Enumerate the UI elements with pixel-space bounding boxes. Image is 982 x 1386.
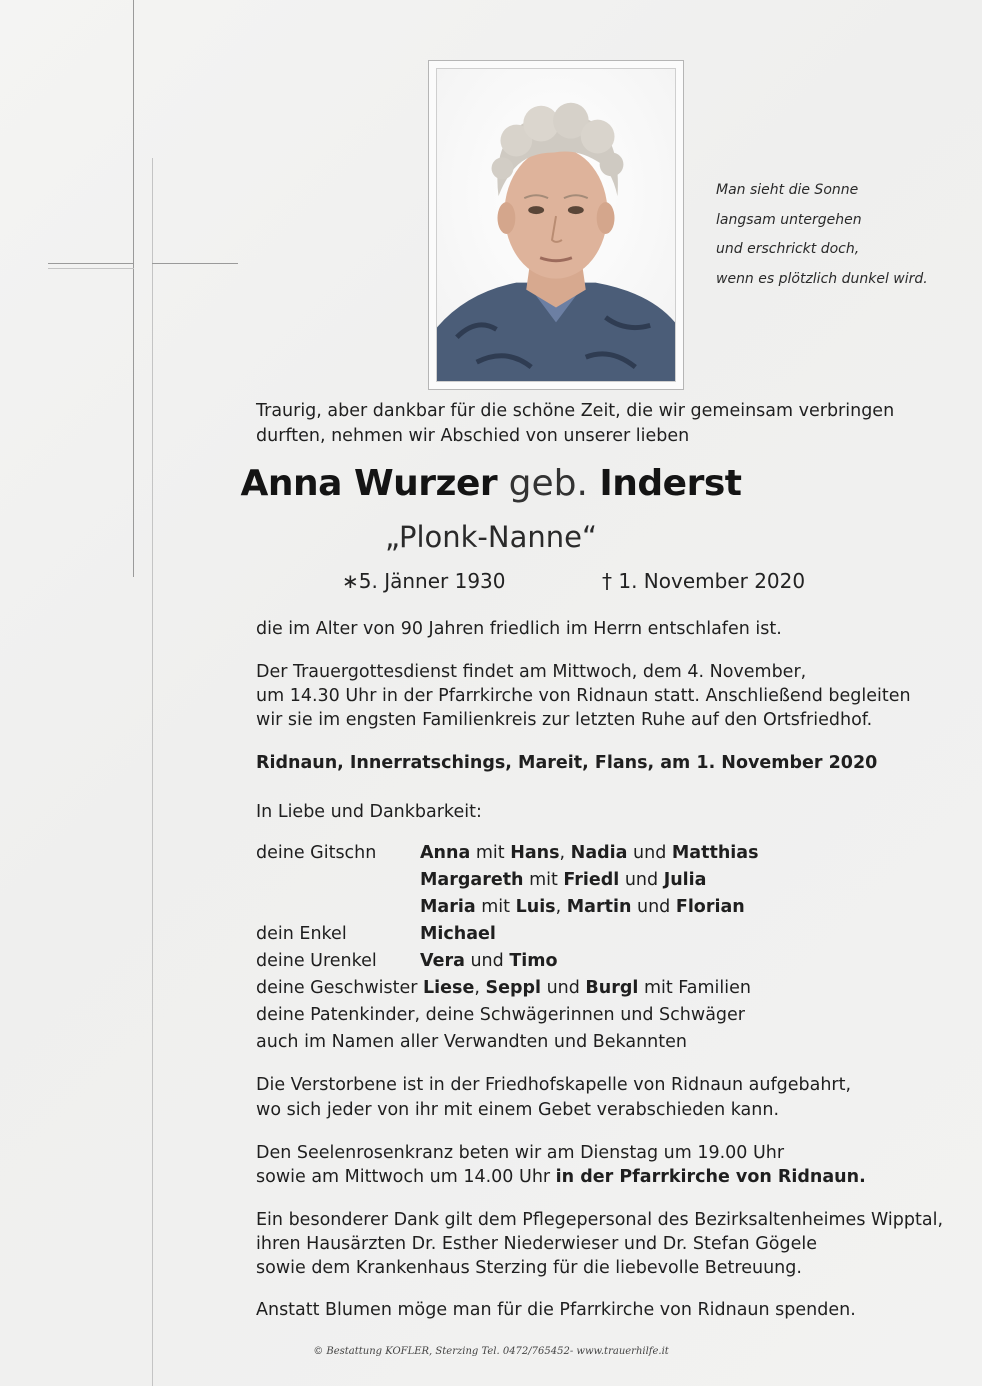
rosary-line-2 bbox=[256, 1164, 866, 1191]
family-row-geschwister bbox=[256, 975, 751, 1002]
thanks-line: sowie dem Krankenhaus Sterzing für die liebevolle Betreuung. bbox=[256, 1258, 802, 1278]
family-names bbox=[420, 894, 745, 921]
connector: und bbox=[631, 897, 676, 917]
portrait-photo bbox=[436, 68, 676, 382]
family-name: Margareth bbox=[420, 870, 524, 890]
connector: und bbox=[627, 843, 672, 863]
family-name: Vera bbox=[420, 951, 465, 971]
family-names bbox=[420, 867, 706, 894]
family-name: Martin bbox=[566, 897, 632, 917]
family-name: Friedl bbox=[563, 870, 620, 890]
cross-horizontal-outer bbox=[48, 263, 134, 264]
cross-horizontal-right bbox=[152, 263, 238, 264]
connector: mit bbox=[523, 870, 564, 890]
family-name: Seppl bbox=[485, 978, 541, 998]
rosary-line: Den Seelenrosenkranz beten wir am Dienstag um 19.00 Uhr bbox=[256, 1143, 785, 1163]
nickname: „Plonk-Nanne“ bbox=[384, 520, 597, 554]
service-line: um 14.30 Uhr in der Pfarrkirche von Ridnaun statt. Anschließend begleiten bbox=[256, 686, 911, 706]
laid-out-line: wo sich jeder von ihr mit einem Gebet verabschieden kann. bbox=[256, 1100, 780, 1120]
connector: , bbox=[559, 843, 571, 863]
intro-line: durften, nehmen wir Abschied von unserer lieben bbox=[256, 426, 690, 446]
poem-line: und erschrickt doch, bbox=[716, 241, 860, 257]
family-row-enkel bbox=[256, 921, 496, 948]
family-name: Florian bbox=[675, 897, 745, 917]
connector: mit bbox=[475, 897, 516, 917]
name-middle: geb. bbox=[508, 463, 588, 504]
connector: , bbox=[474, 978, 486, 998]
connector: mit Familien bbox=[638, 978, 751, 998]
family-name: Luis bbox=[515, 897, 556, 917]
rosary-time: sowie am Mittwoch um 14.00 Uhr bbox=[256, 1167, 556, 1187]
rosary-place: in der Pfarrkirche von Ridnaun. bbox=[555, 1167, 866, 1187]
connector: und bbox=[619, 870, 664, 890]
family-row-verwandte: auch im Namen aller Verwandten und Bekannten bbox=[256, 1032, 687, 1052]
portrait-illustration bbox=[437, 69, 675, 381]
family-row-paten: deine Patenkinder, deine Schwägerinnen und Schwäger bbox=[256, 1005, 745, 1025]
connector: und bbox=[541, 978, 586, 998]
name-first: Anna Wurzer bbox=[240, 463, 498, 504]
family-name: Anna bbox=[420, 843, 471, 863]
family-name: Maria bbox=[420, 897, 476, 917]
family-label: deine Geschwister bbox=[256, 978, 418, 998]
poem-line: langsam untergehen bbox=[716, 211, 862, 228]
birth-date: ∗5. Jänner 1930 bbox=[342, 569, 506, 593]
name-maiden: Inderst bbox=[599, 463, 742, 504]
family-name: Burgl bbox=[585, 978, 639, 998]
cross-vertical-inner bbox=[152, 158, 153, 1386]
poem-line: Man sieht die Sonne bbox=[716, 182, 859, 198]
family-row-urenkel bbox=[256, 948, 558, 975]
laid-out-line: Die Verstorbene ist in der Friedhofskapelle von Ridnaun aufgebahrt, bbox=[256, 1075, 852, 1095]
portrait-frame bbox=[428, 60, 684, 390]
family-label: deine Gitschn bbox=[256, 843, 377, 863]
flowers-line: Anstatt Blumen möge man für die Pfarrkirche von Ridnaun spenden. bbox=[256, 1300, 856, 1320]
poem-line: wenn es plötzlich dunkel wird. bbox=[716, 270, 928, 287]
connector: und bbox=[464, 951, 510, 971]
service-line: wir sie im engsten Familienkreis zur letzten Ruhe auf den Ortsfriedhof. bbox=[256, 710, 873, 730]
family-name: Nadia bbox=[570, 843, 628, 863]
thanks-line: ihren Hausärzten Dr. Esther Niederwieser und Dr. Stefan Gögele bbox=[256, 1234, 817, 1254]
family-name: Hans bbox=[510, 843, 560, 863]
family-name: Julia bbox=[663, 870, 707, 890]
intro-line: Traurig, aber dankbar für die schöne Zeit, die wir gemeinsam verbringen bbox=[256, 401, 895, 421]
family-name: Timo bbox=[509, 951, 558, 971]
death-date: † 1. November 2020 bbox=[602, 569, 806, 593]
service-line: Der Trauergottesdienst findet am Mittwoch, dem 4. November, bbox=[256, 662, 807, 682]
family-row-gitschn bbox=[256, 840, 759, 867]
connector: mit bbox=[470, 843, 511, 863]
family-names bbox=[420, 840, 759, 867]
cross-horizontal-inner bbox=[48, 268, 134, 269]
footer-credit: © Bestattung KOFLER, Sterzing Tel. 0472/765452- www.trauerhilfe.it bbox=[313, 1346, 669, 1357]
connector: , bbox=[555, 897, 567, 917]
family-name: Matthias bbox=[671, 843, 759, 863]
age-line: die im Alter von 90 Jahren friedlich im Herrn entschlafen ist. bbox=[256, 619, 782, 639]
family-name: Liese bbox=[423, 978, 475, 998]
thanks-line: Ein besonderer Dank gilt dem Pflegepersonal des Bezirksaltenheimes Wipptal, bbox=[256, 1210, 944, 1230]
family-label: dein Enkel bbox=[256, 924, 347, 944]
poem bbox=[716, 176, 956, 294]
family-name: Michael bbox=[420, 924, 496, 944]
family-names bbox=[420, 948, 558, 975]
family-label: deine Urenkel bbox=[256, 951, 377, 971]
place-date: Ridnaun, Innerratschings, Mareit, Flans, am 1. November 2020 bbox=[256, 753, 878, 773]
deceased-name bbox=[0, 462, 982, 506]
love-line: In Liebe und Dankbarkeit: bbox=[256, 802, 482, 822]
